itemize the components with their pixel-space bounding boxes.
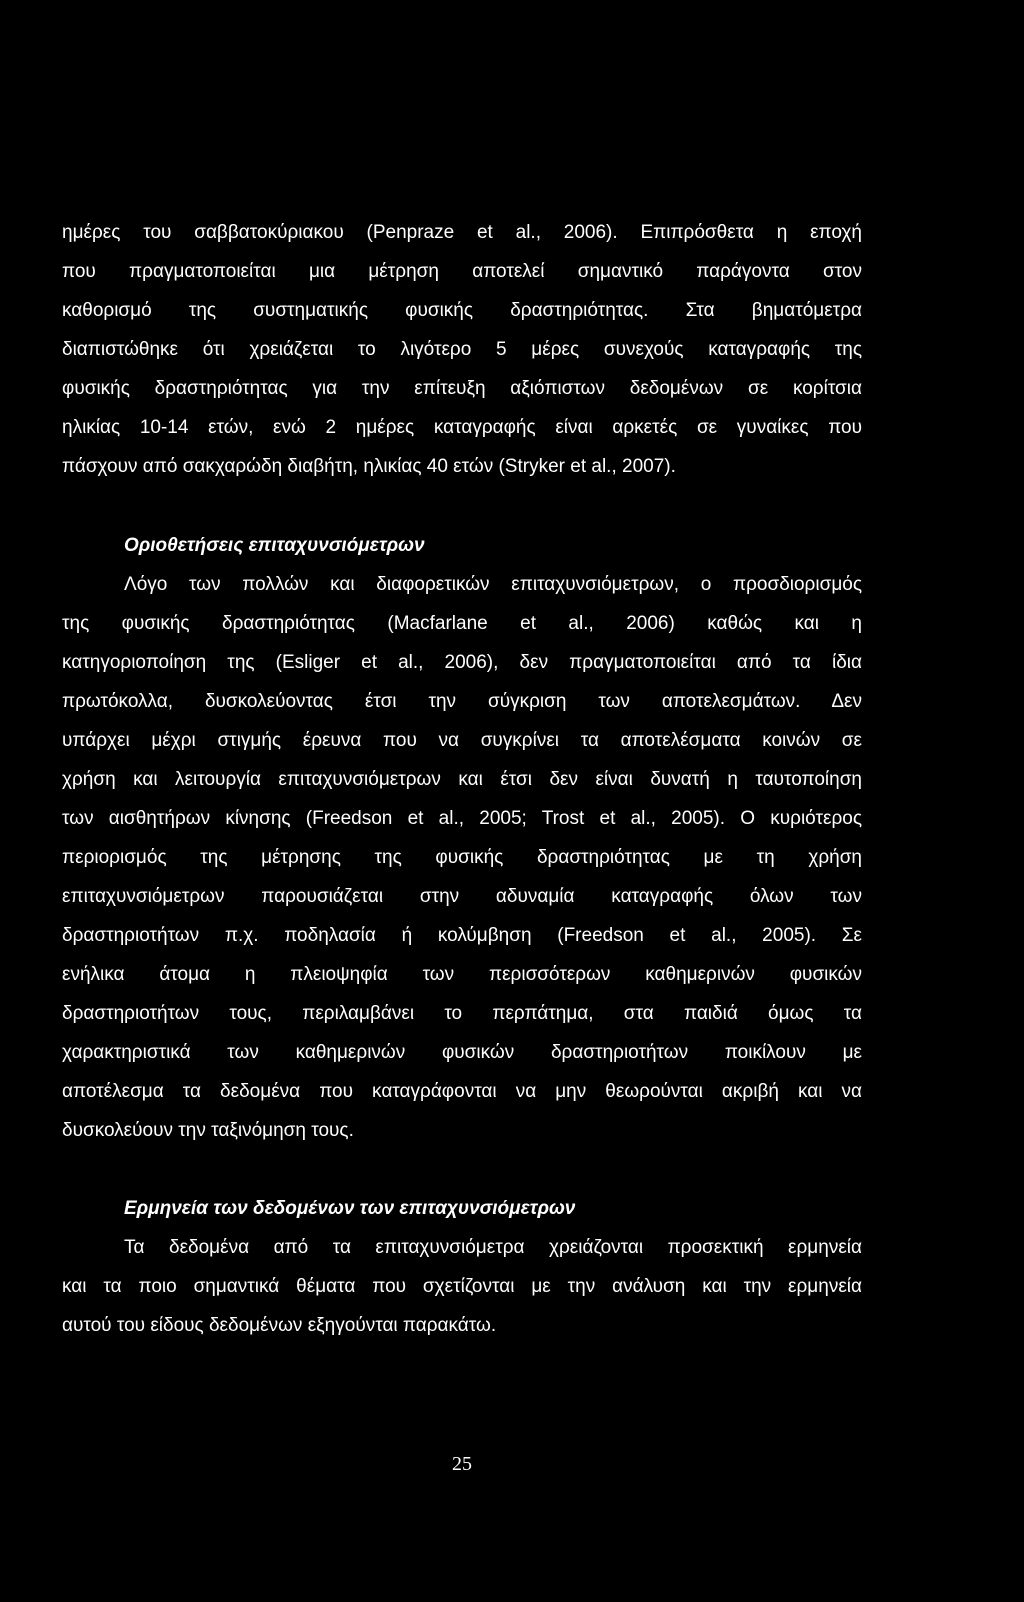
text-line: ημέρες του σαββατοκύριακου (Penpraze et al., 2006). Επιπρόσθετα η εποχή: [62, 222, 862, 243]
text-line: καθορισμό της συστηματικής φυσικής δραστηριότητας. Στα βηματόμετρα: [62, 300, 862, 321]
text-line: και τα ποιο σημαντικά θέματα που σχετίζονται με την ανάλυση και την ερμηνεία: [62, 1276, 862, 1297]
text-line: χρήση και λειτουργία επιταχυνσιόμετρων και έτσι δεν είναι δυνατή η ταυτοποίηση: [62, 769, 862, 790]
text-line: που πραγματοποιείται μια μέτρηση αποτελεί σημαντικό παράγοντα στον: [62, 261, 862, 282]
text-line: ηλικίας 10-14 ετών, ενώ 2 ημέρες καταγραφής είναι αρκετές σε γυναίκες που: [62, 417, 862, 438]
text-line: φυσικής δραστηριότητας για την επίτευξη αξιόπιστων δεδομένων σε κορίτσια: [62, 378, 862, 399]
text-line: πάσχουν από σακχαρώδη διαβήτη, ηλικίας 40 ετών (Stryker et al., 2007).: [62, 456, 676, 477]
text-line: δραστηριοτήτων π.χ. ποδηλασία ή κολύμβηση (Freedson et al., 2005). Σε: [62, 925, 862, 946]
text-line: Τα δεδομένα από τα επιταχυνσιόμετρα χρειάζονται προσεκτική ερμηνεία: [124, 1237, 862, 1258]
text-line: ενήλικα άτομα η πλειοψηφία των περισσότερων καθημερινών φυσικών: [62, 964, 862, 985]
text-line: Λόγο των πολλών και διαφορετικών επιταχυνσιόμετρων, ο προσδιορισμός: [124, 574, 862, 595]
section-heading: Ερμηνεία των δεδομένων των επιταχυνσιόμετρων: [124, 1198, 576, 1219]
page-number: 25: [452, 1453, 472, 1475]
text-line: της φυσικής δραστηριότητας (Macfarlane et al., 2006) καθώς και η: [62, 613, 862, 634]
document-page: [62, 0, 862, 1602]
section-heading: Οριοθετήσεις επιταχυνσιόμετρων: [124, 535, 425, 556]
text-line: περιορισμός της μέτρησης της φυσικής δραστηριότητας με τη χρήση: [62, 847, 862, 868]
text-line: αυτού του είδους δεδομένων εξηγούνται παρακάτω.: [62, 1315, 497, 1336]
text-line: δραστηριοτήτων τους, περιλαμβάνει το περπάτημα, στα παιδιά όμως τα: [62, 1003, 862, 1024]
text-line: αποτέλεσμα τα δεδομένα που καταγράφονται να μην θεωρούνται ακριβή και να: [62, 1081, 862, 1102]
text-line: πρωτόκολλα, δυσκολεύοντας έτσι την σύγκριση των αποτελεσμάτων. Δεν: [62, 691, 862, 712]
text-line: κατηγοριοποίηση της (Esliger et al., 2006), δεν πραγματοποιείται από τα ίδια: [62, 652, 862, 673]
text-line: υπάρχει μέχρι στιγμής έρευνα που να συγκρίνει τα αποτελέσματα κοινών σε: [62, 730, 862, 751]
text-line: επιταχυνσιόμετρων παρουσιάζεται στην αδυναμία καταγραφής όλων των: [62, 886, 862, 907]
text-line: χαρακτηριστικά των καθημερινών φυσικών δραστηριοτήτων ποικίλουν με: [62, 1042, 862, 1063]
text-line: δυσκολεύουν την ταξινόμηση τους.: [62, 1120, 354, 1141]
text-line: των αισθητήρων κίνησης (Freedson et al., 2005; Trost et al., 2005). Ο κυριότερος: [62, 808, 862, 829]
text-line: διαπιστώθηκε ότι χρειάζεται το λιγότερο 5 μέρες συνεχούς καταγραφής της: [62, 339, 862, 360]
